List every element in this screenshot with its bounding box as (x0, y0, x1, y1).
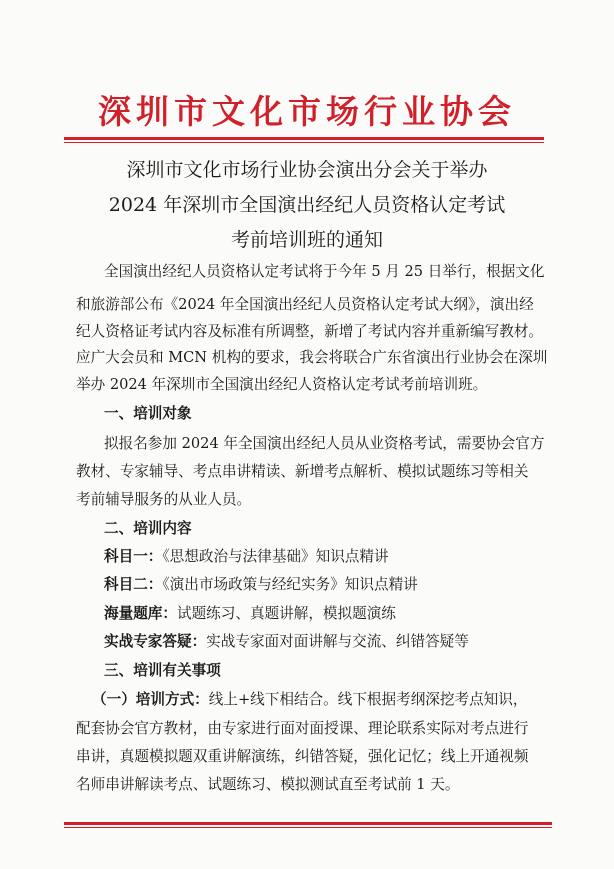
notice-title-line-3: 考前培训班的通知 (230, 229, 383, 251)
intro-line: 应广大会员和 MCN 机构的要求，我会将联合广东省演出行业协会在深圳 (76, 349, 548, 366)
section-heading-1: 一、培训对象 (104, 405, 192, 422)
training-item (104, 632, 556, 652)
section1-line: 考前辅导服务的从业人员。 (76, 491, 252, 508)
section3-line: 配套协会官方教材，由专家进行面对面授课、理论联系实际对考点进行 (76, 720, 529, 737)
section-heading-2: 二、培训内容 (104, 520, 192, 537)
training-item-text: 《思想政治与法律基础》知识点精讲 (162, 548, 389, 565)
training-item-label: 科目一： (104, 548, 163, 565)
section1-line: 教材、专家辅导、考点串讲精读、新增考点解析、模拟试题练习等相关 (76, 463, 529, 480)
intro-line: 全国演出经纪人员资格认定考试将于今年 5 月 25 日举行，根据文化 (104, 263, 545, 280)
training-item (104, 547, 556, 567)
org-letterhead-title: 深圳市文化市场行业协会 (98, 92, 516, 131)
letterhead-rule-thin (64, 142, 544, 143)
training-item-text: 试题练习、真题讲解，模拟题演练 (176, 605, 396, 622)
training-item-label: 实战专家答疑： (104, 633, 207, 650)
training-item (104, 575, 556, 595)
training-item (104, 604, 556, 624)
notice-title-line-2: 2024 年深圳市全国演出经纪人员资格认定考试 (108, 194, 506, 216)
section3-line: 名师串讲解读考点、试题练习、模拟测试直至考试前 1 天。 (76, 776, 460, 793)
section3-line: 串讲，真题模拟题双重讲解演练，纠错答疑，强化记忆；线上开通视频 (76, 748, 529, 765)
letterhead-rule-thick (64, 137, 544, 140)
training-item-label: 海量题库： (104, 605, 177, 622)
intro-line: 和旅游部公布《2024 年全国演出经纪人员资格认定考试大纲》，演出经 (76, 296, 534, 313)
training-item-label: 科目二： (104, 576, 163, 593)
footer-rule-thin (64, 827, 552, 828)
section3-item-text: 线上+线下相结合。线下根据考纲深挖考点知识， (208, 691, 528, 708)
training-item-text: 《演出市场政策与经纪实务》知识点精讲 (162, 576, 418, 593)
section3-item-label: （一）培训方式： (92, 691, 209, 708)
footer-rule-thick (64, 822, 552, 825)
intro-line: 举办 2024 年深圳市全国演出经纪人资格认定考试考前培训班。 (76, 376, 488, 393)
intro-line: 纪人资格证考试内容及标准有所调整，新增了考试内容并重新编写教材。 (76, 323, 544, 340)
notice-title-line-1: 深圳市文化市场行业协会演出分会关于举办 (126, 159, 488, 181)
section-heading-3: 三、培训有关事项 (104, 662, 221, 679)
section1-line: 拟报名参加 2024 年全国演出经纪人员从业资格考试，需要协会官方 (104, 435, 545, 452)
section3-item-1-first-line (92, 690, 556, 710)
training-item-text: 实战专家面对面讲解与交流、纠错答疑等 (206, 633, 469, 650)
